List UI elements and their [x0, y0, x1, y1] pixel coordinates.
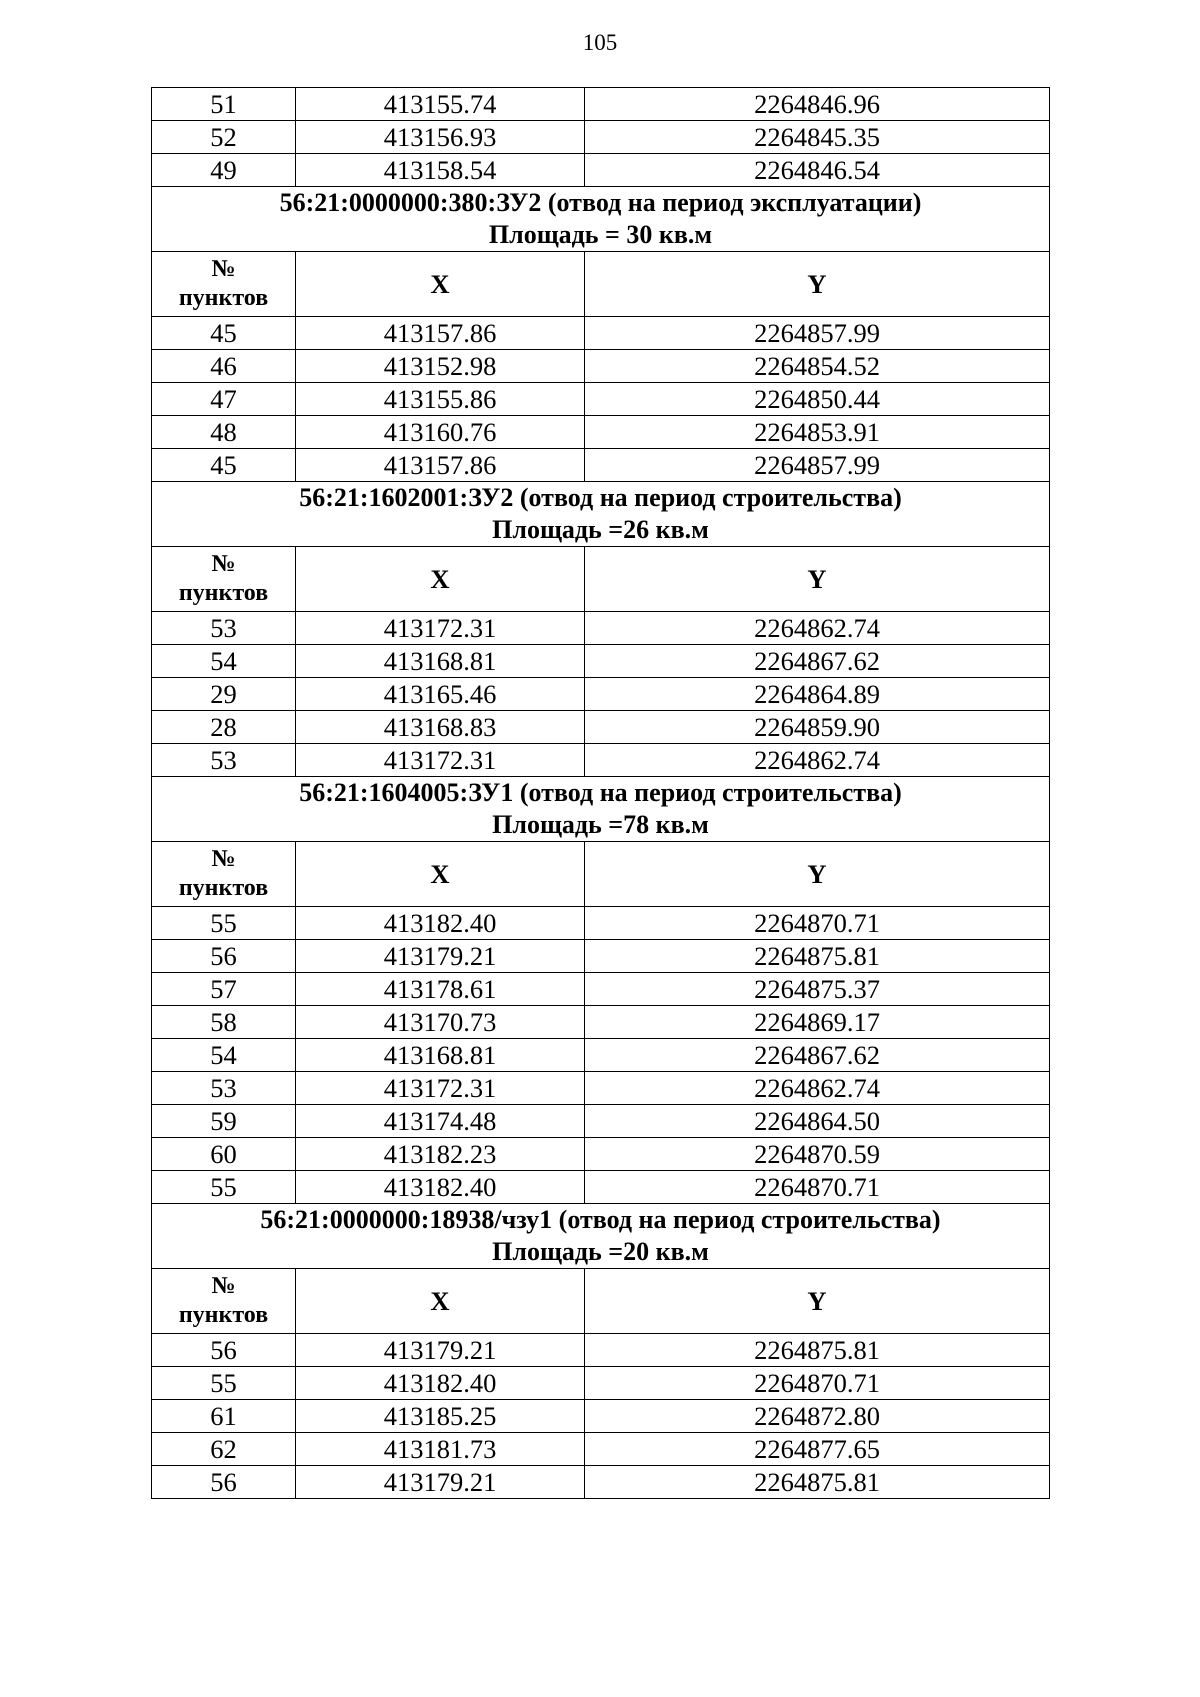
point-number-cell: 56 — [152, 1334, 296, 1367]
x-coordinate-cell: 413179.21 — [296, 1466, 585, 1499]
point-number-cell: 60 — [152, 1138, 296, 1171]
y-coordinate-cell: 2264870.71 — [585, 1171, 1050, 1204]
y-coordinate-cell: 2264869.17 — [585, 1006, 1050, 1039]
point-number-cell: 58 — [152, 1006, 296, 1039]
table-row — [152, 416, 1050, 449]
section-title: 56:21:0000000:18938/чзу1 (отвод на период строительства) — [260, 1205, 941, 1234]
point-number-cell: 53 — [152, 1072, 296, 1105]
number-sign: № — [211, 846, 236, 872]
table-row — [152, 744, 1050, 777]
table-row — [152, 973, 1050, 1006]
section-heading — [152, 1204, 1050, 1269]
y-coordinate-cell: 2264867.62 — [585, 1039, 1050, 1072]
column-header-row — [152, 252, 1050, 317]
points-label: пунктов — [178, 875, 269, 901]
y-coordinate-cell: 2264857.99 — [585, 449, 1050, 482]
section-area: Площадь =78 кв.м — [492, 810, 709, 839]
section-heading-row — [152, 482, 1050, 547]
table-row — [152, 1367, 1050, 1400]
y-coordinate-cell: 2264875.37 — [585, 973, 1050, 1006]
point-number-cell: 61 — [152, 1400, 296, 1433]
y-coordinate-cell: 2264870.71 — [585, 1367, 1050, 1400]
y-coordinate-cell: 2264859.90 — [585, 711, 1050, 744]
point-number-cell: 53 — [152, 744, 296, 777]
y-coordinate-cell: 2264875.81 — [585, 1334, 1050, 1367]
x-coordinate-cell: 413182.40 — [296, 907, 585, 940]
x-coordinate-cell: 413182.40 — [296, 1367, 585, 1400]
point-number-cell: 53 — [152, 612, 296, 645]
table-row — [152, 154, 1050, 187]
x-coordinate-cell: 413155.86 — [296, 383, 585, 416]
section-heading — [152, 777, 1050, 842]
table-row — [152, 645, 1050, 678]
point-number-cell: 55 — [152, 1171, 296, 1204]
y-coordinate-cell: 2264864.89 — [585, 678, 1050, 711]
point-number-cell: 29 — [152, 678, 296, 711]
points-label: пунктов — [178, 580, 269, 606]
x-coordinate-cell: 413155.74 — [296, 88, 585, 121]
point-number-cell: 54 — [152, 1039, 296, 1072]
table-row — [152, 1171, 1050, 1204]
y-coordinate-cell: 2264846.96 — [585, 88, 1050, 121]
section-title: 56:21:1604005:ЗУ1 (отвод на период строительства) — [299, 778, 902, 807]
y-coordinate-cell: 2264862.74 — [585, 744, 1050, 777]
point-number-cell: 45 — [152, 449, 296, 482]
y-header: Y — [585, 547, 1050, 612]
point-number-cell: 52 — [152, 121, 296, 154]
y-coordinate-cell: 2264846.54 — [585, 154, 1050, 187]
y-coordinate-cell: 2264870.71 — [585, 907, 1050, 940]
x-coordinate-cell: 413156.93 — [296, 121, 585, 154]
section-heading-row — [152, 777, 1050, 842]
point-number-cell: 57 — [152, 973, 296, 1006]
y-coordinate-cell: 2264862.74 — [585, 612, 1050, 645]
x-coordinate-cell: 413168.81 — [296, 1039, 585, 1072]
section-area: Площадь =20 кв.м — [492, 1237, 709, 1266]
point-number-header — [152, 1269, 296, 1334]
table-row — [152, 350, 1050, 383]
y-coordinate-cell: 2264853.91 — [585, 416, 1050, 449]
table-row — [152, 449, 1050, 482]
y-coordinate-cell: 2264864.50 — [585, 1105, 1050, 1138]
column-header-row — [152, 1269, 1050, 1334]
y-header: Y — [585, 252, 1050, 317]
point-number-cell: 47 — [152, 383, 296, 416]
x-header: X — [296, 252, 585, 317]
x-coordinate-cell: 413168.81 — [296, 645, 585, 678]
y-coordinate-cell: 2264850.44 — [585, 383, 1050, 416]
table-row — [152, 1039, 1050, 1072]
y-coordinate-cell: 2264870.59 — [585, 1138, 1050, 1171]
x-coordinate-cell: 413160.76 — [296, 416, 585, 449]
number-sign: № — [211, 1273, 236, 1299]
y-coordinate-cell: 2264875.81 — [585, 940, 1050, 973]
point-number-header — [152, 547, 296, 612]
y-coordinate-cell: 2264872.80 — [585, 1400, 1050, 1433]
points-label: пунктов — [178, 1302, 269, 1328]
table-row — [152, 1105, 1050, 1138]
table-row — [152, 1433, 1050, 1466]
x-coordinate-cell: 413179.21 — [296, 1334, 585, 1367]
x-header: X — [296, 1269, 585, 1334]
point-number-cell: 59 — [152, 1105, 296, 1138]
page-number: 105 — [582, 30, 618, 55]
section-title: 56:21:1602001:ЗУ2 (отвод на период строительства) — [299, 483, 902, 512]
x-coordinate-cell: 413152.98 — [296, 350, 585, 383]
x-coordinate-cell: 413172.31 — [296, 612, 585, 645]
point-number-cell: 56 — [152, 940, 296, 973]
x-coordinate-cell: 413170.73 — [296, 1006, 585, 1039]
section-heading-row — [152, 1204, 1050, 1269]
y-coordinate-cell: 2264875.81 — [585, 1466, 1050, 1499]
x-coordinate-cell: 413185.25 — [296, 1400, 585, 1433]
point-number-cell: 45 — [152, 317, 296, 350]
point-number-cell: 46 — [152, 350, 296, 383]
x-coordinate-cell: 413181.73 — [296, 1433, 585, 1466]
points-label: пунктов — [178, 285, 269, 311]
number-sign: № — [211, 551, 236, 577]
y-coordinate-cell: 2264857.99 — [585, 317, 1050, 350]
table-row — [152, 121, 1050, 154]
y-coordinate-cell: 2264854.52 — [585, 350, 1050, 383]
point-number-cell: 28 — [152, 711, 296, 744]
table-row — [152, 1138, 1050, 1171]
table-row — [152, 612, 1050, 645]
table-row — [152, 678, 1050, 711]
x-coordinate-cell: 413182.40 — [296, 1171, 585, 1204]
table-row — [152, 1400, 1050, 1433]
x-coordinate-cell: 413178.61 — [296, 973, 585, 1006]
table-row — [152, 907, 1050, 940]
x-coordinate-cell: 413174.48 — [296, 1105, 585, 1138]
x-coordinate-cell: 413165.46 — [296, 678, 585, 711]
x-coordinate-cell: 413158.54 — [296, 154, 585, 187]
point-number-cell: 48 — [152, 416, 296, 449]
point-number-cell: 62 — [152, 1433, 296, 1466]
column-header-row — [152, 842, 1050, 907]
table-row — [152, 1466, 1050, 1499]
x-coordinate-cell: 413182.23 — [296, 1138, 585, 1171]
x-header: X — [296, 547, 585, 612]
point-number-cell: 54 — [152, 645, 296, 678]
section-heading — [152, 482, 1050, 547]
x-coordinate-cell: 413179.21 — [296, 940, 585, 973]
point-number-cell: 56 — [152, 1466, 296, 1499]
table-row — [152, 940, 1050, 973]
table-row — [152, 1334, 1050, 1367]
x-coordinate-cell: 413168.83 — [296, 711, 585, 744]
section-area: Площадь = 30 кв.м — [488, 220, 713, 249]
table-row — [152, 383, 1050, 416]
y-header: Y — [585, 1269, 1050, 1334]
y-coordinate-cell: 2264867.62 — [585, 645, 1050, 678]
table-row — [152, 1006, 1050, 1039]
y-header: Y — [585, 842, 1050, 907]
point-number-cell: 51 — [152, 88, 296, 121]
section-heading-row — [152, 187, 1050, 252]
x-coordinate-cell: 413172.31 — [296, 1072, 585, 1105]
x-coordinate-cell: 413157.86 — [296, 449, 585, 482]
section-title: 56:21:0000000:380:ЗУ2 (отвод на период эксплуатации) — [279, 188, 922, 217]
section-heading — [152, 187, 1050, 252]
point-number-header — [152, 842, 296, 907]
column-header-row — [152, 547, 1050, 612]
number-sign: № — [211, 256, 236, 282]
table-row — [152, 317, 1050, 350]
y-coordinate-cell: 2264862.74 — [585, 1072, 1050, 1105]
section-area: Площадь =26 кв.м — [492, 515, 709, 544]
table-row — [152, 1072, 1050, 1105]
x-coordinate-cell: 413157.86 — [296, 317, 585, 350]
point-number-cell: 55 — [152, 907, 296, 940]
table-row — [152, 711, 1050, 744]
table-row — [152, 88, 1050, 121]
x-coordinate-cell: 413172.31 — [296, 744, 585, 777]
point-number-cell: 49 — [152, 154, 296, 187]
point-number-cell: 55 — [152, 1367, 296, 1400]
x-header: X — [296, 842, 585, 907]
y-coordinate-cell: 2264845.35 — [585, 121, 1050, 154]
y-coordinate-cell: 2264877.65 — [585, 1433, 1050, 1466]
coordinates-table — [151, 87, 1050, 1499]
point-number-header — [152, 252, 296, 317]
